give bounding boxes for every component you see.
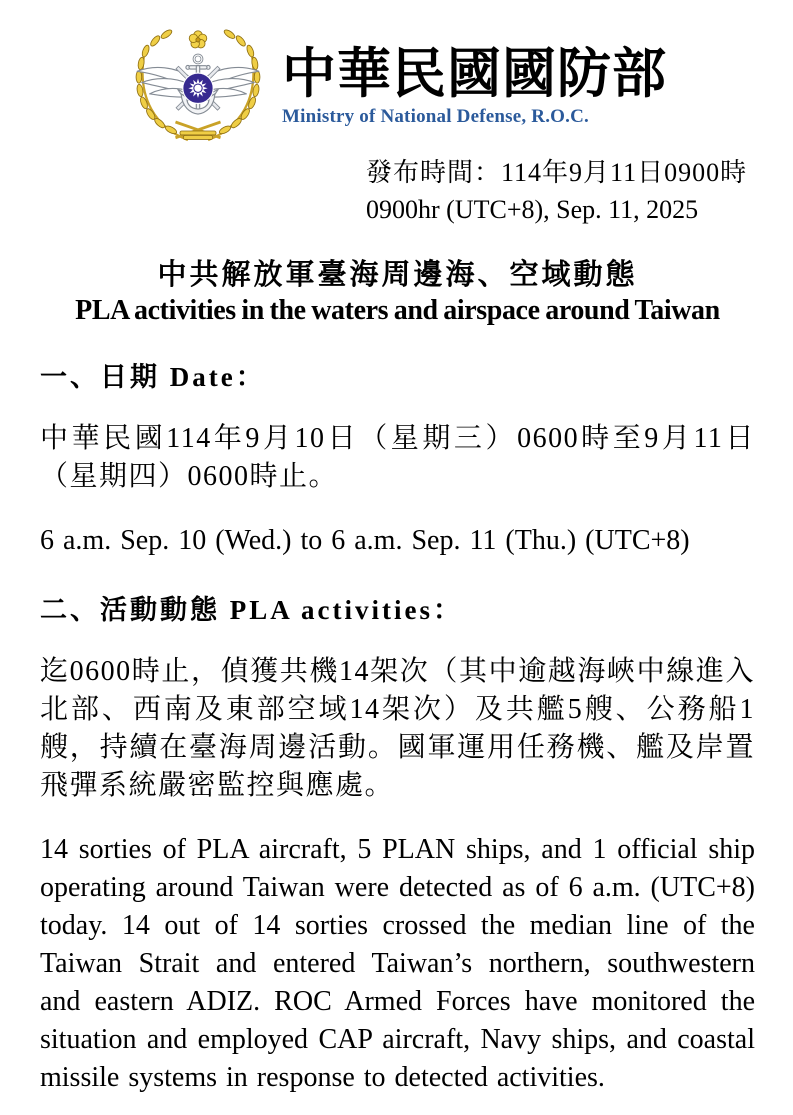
section-date-paragraph-english: 6 a.m. Sep. 10 (Wed.) to 6 a.m. Sep. 11 (Thu.) (UTC+8) [40, 525, 690, 556]
org-name-block [282, 40, 667, 128]
release-time-chinese: 發布時間：114年9月11日0900時 [366, 158, 748, 187]
org-name-english: Ministry of National Defense, R.O.C. [282, 105, 589, 127]
document-title [40, 252, 755, 327]
plum-blossom-shape [189, 31, 207, 48]
document-header [34, 22, 755, 146]
mnd-emblem-icon [122, 22, 274, 146]
document-title-chinese: 中共解放軍臺海周邊海、空域動態 [157, 259, 638, 291]
section-date-paragraph-chinese: 中華民國114年9月10日（星期三）0600時至9月11日（星期四）0600時止。 [40, 423, 755, 492]
release-time-block [366, 154, 755, 228]
document-title-english: PLA activities in the waters and airspace around Taiwan [75, 295, 720, 326]
sun-disc-shape [183, 73, 213, 103]
section-date-heading: 一、日期 Date： [40, 362, 266, 392]
release-time-english: 0900hr (UTC+8), Sep. 11, 2025 [366, 195, 699, 224]
section-activities-heading: 二、活動動態 PLA activities： [40, 595, 463, 625]
section-activities [40, 588, 755, 1097]
section-activities-paragraph-chinese: 迄0600時止，偵獲共機14架次（其中逾越海峽中線進入北部、西南及東部空域14架次）及共艦5艘、公務船1艘，持續在臺海周邊活動。國軍運用任務機、艦及岸置飛彈系統嚴密監控與應處。 [40, 656, 755, 801]
org-name-chinese: 中華民國國防部 [282, 44, 667, 105]
section-activities-paragraph-english: 14 sorties of PLA aircraft, 5 PLAN ships, and 1 official ship operating around Taiwan were detected as of 6 a.m. (UTC+8) today. 14 out of 14 sorties crossed the median line of the Taiwan Strait and entered Taiwan’s northern, southwestern and eastern ADIZ. ROC Armed Forces have monitored the situation and employed CAP aircraft, Navy ships, and coastal missile systems in response to detected activities. [40, 834, 755, 1093]
section-date [40, 355, 755, 560]
